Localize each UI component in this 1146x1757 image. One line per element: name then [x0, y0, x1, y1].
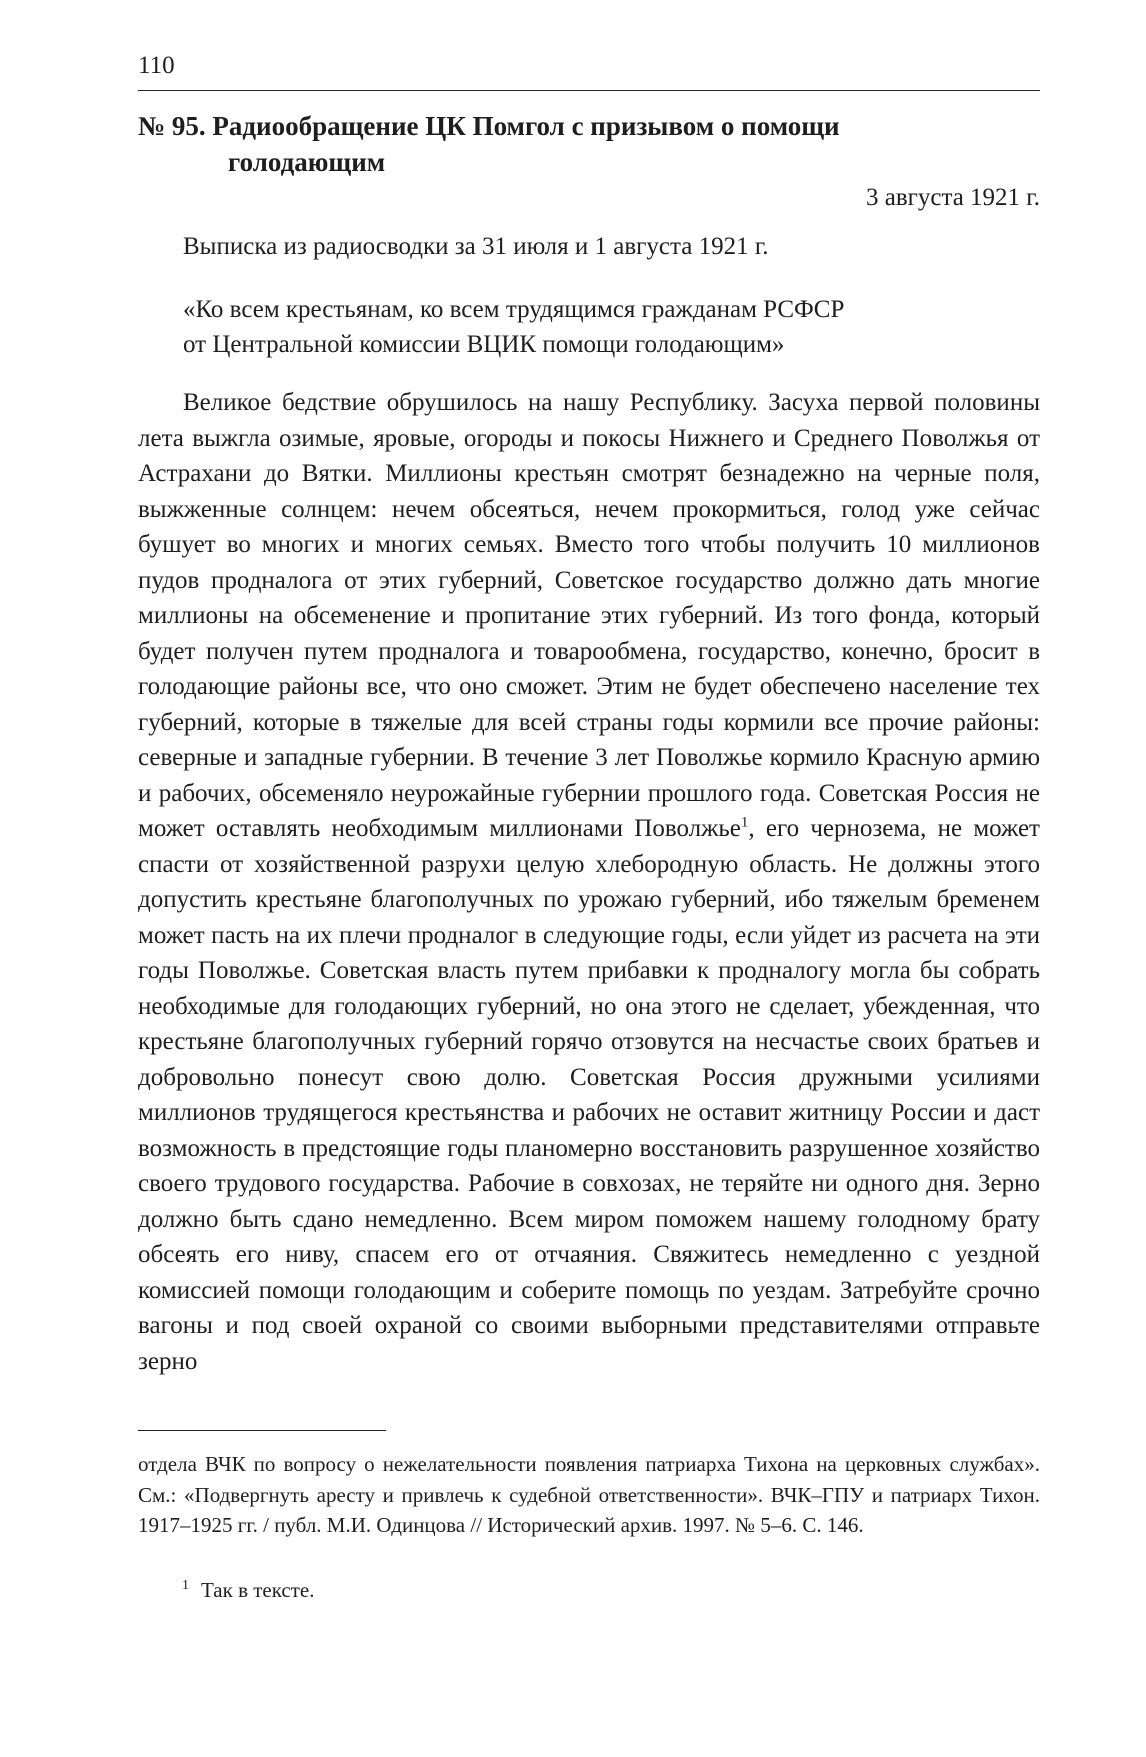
- body-text-part2: , его чернозема, не может спасти от хозяйственной разрухи целую хлебородную область. Не должны этого допустить крестьяне благополучных по урожаю губерний, ибо тяжелым бременем может пасть на их плечи продналог в следующие годы, если уйдет из расчета на эти годы Поволжье. Советская власть путем прибавки к продналогу могла бы собрать необходимые для голодающих губерний, но она этого не сделает, убежденная, что крестьяне благополучных губерний горячо отзовутся на несчастье своих братьев и добровольно понесут свою долю. Советская Россия дружными усилиями миллионов трудящегося крестьянства и рабочих не оставит житницу России и даст возможность в предстоящие годы планомерно восстановить разрушенное хозяйство своего трудового государства. Рабочие в совхозах, не теряйте ни одного дня. Зерно должно быть сдано немедленно. Всем миром поможем нашему голодному брату обсеять его ниву, спасем его от отчаяния. Свяжитесь немедленно с уездной комиссией помощи голодающим и соберите помощь по уездам. Затребуйте срочно вагоны и под своей охраной со своими выборными представителями отправьте зерно: [138, 815, 1040, 1375]
- document-title: [138, 108, 1040, 180]
- footnote-1-text: Так в тексте.: [201, 1578, 315, 1602]
- header-rule: [138, 90, 1040, 91]
- footnote-continued: отдела ВЧК по вопросу о нежелательности появления патриарха Тихона на церковных службах». См.: «Подвергнуть аресту и привлечь к судебной ответственности». ВЧК–ГПУ и патриарх Тихон. 1917–1925 гг. / публ. М.И. Одинцова // Исторический архив. 1997. № 5–6. С. 146.: [138, 1452, 1040, 1537]
- document-page: [138, 0, 1040, 1757]
- document-date: 3 августа 1921 г.: [865, 184, 1040, 211]
- body-text: [138, 385, 1040, 1379]
- document-number: № 95.: [138, 111, 206, 141]
- page-number: 110: [138, 52, 175, 79]
- body-text-part1: Великое бедствие обрушилось на нашу Республику. Засуха первой половины лета выжгла озимые, яровые, огороды и покосы Нижнего и Среднего Поволжья от Астрахани до Вятки. Миллионы крестьян смотрят безнадежно на черные поля, выжженные солнцем: нечем обсеяться, нечем прокормиться, голод уже сейчас бушует во многих и многих семьях. Вместо того чтобы получить 10 миллионов пудов продналога от этих губерний, Советское государство должно дать многие миллионы на обсеменение и пропитание этих губерний. Из того фонда, который будет получен путем продналога и товарообмена, государство, конечно, бросит в голодающие районы все, что оно сможет. Этим не будет обеспечено население тех губерний, которые в тяжелые для всей страны годы кормили все прочие районы: северные и западные губернии. В течение 3 лет Поволжье кормило Красную армию и рабочих, обсеменяло неурожайные губернии прошлого года. Советская Россия не может оставлять необходимым миллионами Поволжье: [138, 389, 1040, 842]
- footnote-1-marker: 1: [182, 1578, 189, 1593]
- appeal-heading-line1: «Ко всем крестьянам, ко всем трудящимся гражданам РСФСР: [183, 296, 845, 323]
- footnote-rule: [138, 1430, 386, 1431]
- document-title-line1: Радиообращение ЦК Помгол с призывом о помощи: [212, 111, 840, 141]
- footnote-1: [182, 1575, 315, 1605]
- appeal-heading-line2: от Центральной комиссии ВЦИК помощи голодающим»: [183, 331, 785, 358]
- document-source: Выписка из радиосводки за 31 июля и 1 августа 1921 г.: [183, 233, 769, 260]
- footnote-reference: 1: [740, 814, 749, 831]
- document-title-line2: голодающим: [228, 147, 386, 177]
- appeal-heading: [183, 292, 1040, 362]
